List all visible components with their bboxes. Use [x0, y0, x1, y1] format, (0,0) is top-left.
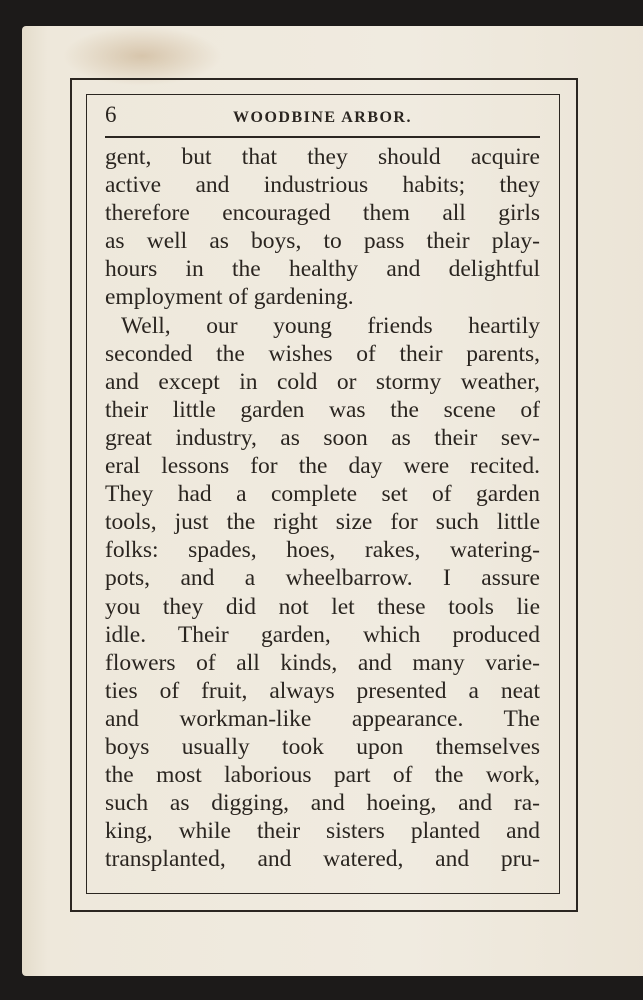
text-line: boys usually took upon themselves	[105, 733, 540, 760]
text-line: king, while their sisters planted and	[105, 818, 540, 845]
text-line: as well as boys, to pass their play-	[105, 228, 540, 255]
text-line: They had a complete set of garden	[105, 481, 540, 508]
text-line: pots, and a wheelbarrow. I assure	[105, 565, 540, 592]
paper-stain	[62, 26, 222, 86]
text-line: their little garden was the scene of	[105, 396, 540, 423]
text-line: seconded the wishes of their parents,	[105, 340, 540, 367]
running-title: WOODBINE ARBOR.	[233, 109, 412, 126]
text-line: hours in the healthy and delightful	[105, 256, 540, 283]
text-line: eral lessons for the day were recited.	[105, 453, 540, 480]
text-line: great industry, as soon as their sev-	[105, 424, 540, 451]
text-line: therefore encouraged them all girls	[105, 200, 540, 227]
text-line: tools, just the right size for such little	[105, 509, 540, 536]
text-line: flowers of all kinds, and many varie-	[105, 649, 540, 676]
text-line: Well, our young friends heartily	[121, 312, 540, 339]
text-line: gent, but that they should acquire	[105, 144, 540, 170]
text-line: folks: spades, hoes, rakes, watering-	[105, 537, 540, 564]
page-number: 6	[105, 102, 117, 127]
body-text	[105, 143, 540, 873]
text-line: transplanted, and watered, and pru-	[105, 846, 540, 873]
text-line: you they did not let these tools lie	[105, 593, 540, 620]
text-line: and except in cold or stormy weather,	[105, 368, 540, 395]
text-line: such as digging, and hoeing, and ra-	[105, 790, 540, 817]
text-line: employment of gardening.	[105, 284, 354, 311]
text-line: active and industrious habits; they	[105, 172, 540, 199]
running-head	[105, 102, 540, 138]
text-line: and workman-like appearance. The	[105, 705, 540, 732]
text-line: ties of fruit, always presented a neat	[105, 677, 540, 704]
text-line: the most laborious part of the work,	[105, 762, 540, 789]
text-line: idle. Their garden, which produced	[105, 621, 540, 648]
